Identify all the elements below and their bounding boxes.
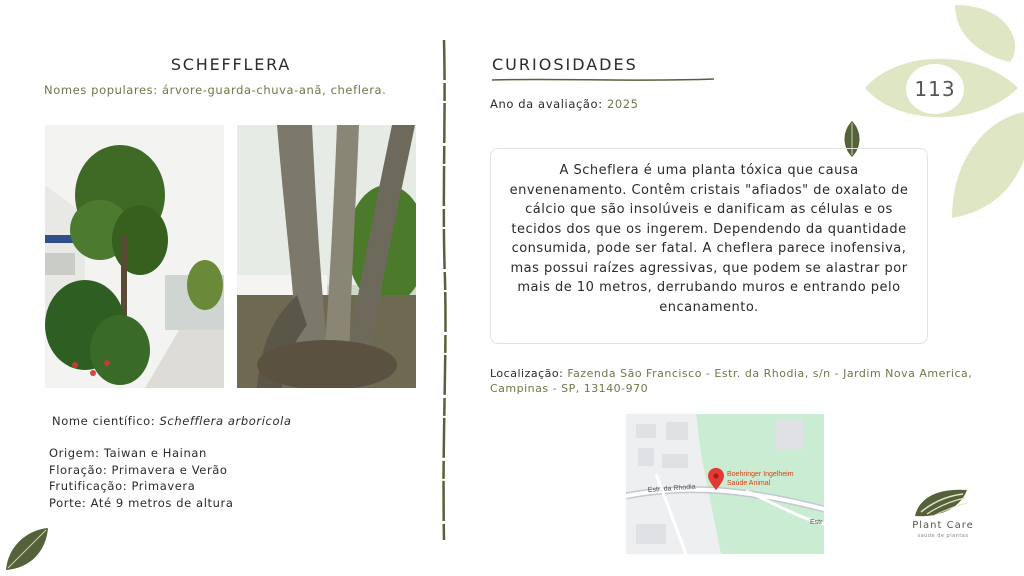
page-number: 113	[914, 77, 956, 101]
plant-care-logo-icon	[913, 486, 971, 520]
location	[490, 366, 990, 396]
scientific-name	[52, 414, 292, 428]
flowering: Floração: Primavera e Verão	[49, 463, 228, 477]
evaluation-year-value: 2025	[606, 97, 639, 111]
map-road-label: Estr. da Rhodia	[647, 483, 696, 494]
popular-names	[44, 83, 386, 97]
location-value: Fazenda São Francisco - Estr. da Rhodia, s/n - Jardim Nova America, Campinas - SP, 13140-970	[490, 367, 973, 395]
map-place-name-line2: Saúde Animal	[727, 480, 771, 487]
popular-names-label: Nomes populares:	[44, 83, 158, 97]
map-road-label-short: Estr	[810, 519, 823, 526]
evaluation-year	[490, 97, 639, 111]
location-map[interactable]	[626, 414, 824, 554]
plant-title: SCHEFFLERA	[170, 55, 292, 74]
title-underline	[492, 77, 714, 83]
plant-photo-2	[237, 125, 416, 388]
leaf-icon	[2, 526, 52, 574]
plant-photo-1	[45, 125, 224, 388]
map-place-name-line1: Boehringer Ingelheim	[727, 471, 794, 478]
brand-tagline: saúde de plantas	[917, 533, 969, 539]
size: Porte: Até 9 metros de altura	[49, 496, 234, 510]
origin: Origem: Taiwan e Hainan	[49, 446, 207, 460]
brand-name: Plant Care	[912, 520, 974, 531]
popular-names-value: árvore-guarda-chuva-anã, cheflera.	[162, 83, 387, 97]
fruiting: Frutificação: Primavera	[49, 479, 196, 493]
location-label: Localização:	[490, 367, 564, 380]
scientific-name-label: Nome científico:	[52, 414, 156, 428]
curiosity-text: A Scheflera é uma planta tóxica que causa envenenamento. Contêm cristais "afiados" de oxalato de cálcio que são insolúveis e danificam as células e os tecidos dos que os ingerem. Dependendo da quantidade consumida, pode ser fatal. A cheflera parece inofensiva, mas possui raízes agressivas, que podem se alastrar por mais de 10 metros, derrubando muros e entrando pelo encanamento.	[490, 148, 928, 344]
curiosities-title: CURIOSIDADES	[492, 55, 638, 74]
scientific-name-value: Schefflera arboricola	[159, 414, 292, 428]
vertical-divider	[438, 40, 450, 540]
evaluation-year-label: Ano da avaliação:	[490, 97, 603, 111]
